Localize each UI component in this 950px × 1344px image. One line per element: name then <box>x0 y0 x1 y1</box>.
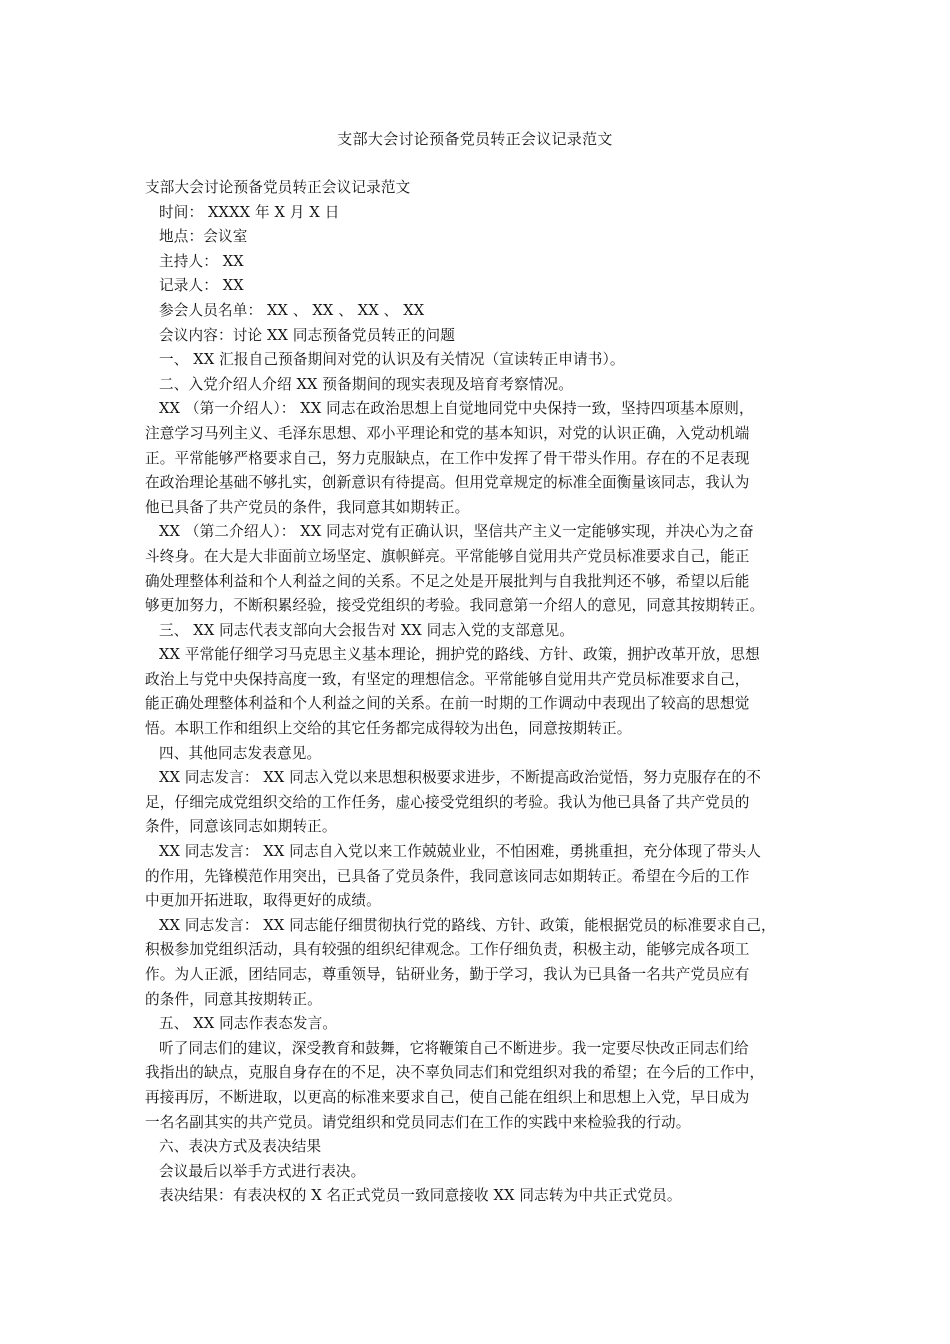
paragraph-line: 注意学习马列主义、毛泽东思想、邓小平理论和党的基本知识，对党的认识正确，入党动机端 <box>145 424 750 442</box>
section-2-heading: 二、入党介绍人介绍 XX 预备期间的现实表现及培育考察情况。 <box>159 375 573 393</box>
paragraph-line: 的条件，同意其按期转正。 <box>145 990 322 1008</box>
paragraph-line: 作。为人正派，团结同志，尊重领导，钻研业务，勤于学习，我认为已具备一名共产党员应有 <box>145 966 750 983</box>
paragraph-line: 我指出的缺点，克服自身存在的不足，决不辜负同志们和党组织对我的希望；在今后的工作中， <box>145 1064 765 1082</box>
document-title: 支部大会讨论预备党员转正会议记录范文 <box>337 130 613 148</box>
paragraph-line: 条件，同意该同志如期转正。 <box>145 818 337 836</box>
meeting-location: 地点：会议室 <box>159 228 248 246</box>
paragraph-line: XX （第二介绍人）： XX 同志对党有正确认识，坚信共产主义一定能够实现，并决心为之奋 <box>159 523 754 541</box>
section-3-heading: 三、 XX 同志代表支部向大会报告对 XX 同志入党的支部意见。 <box>159 621 575 639</box>
paragraph-line: XX 同志发言： XX 同志入党以来思想积极要求进步，不断提高政治觉悟，努力克服存在的不 <box>159 769 762 787</box>
paragraph-line: 悟。本职工作和组织上交给的其它任务都完成得较为出色，同意按期转正。 <box>145 720 632 738</box>
section-1-heading: 一、 XX 汇报自己预备期间对党的认识及有关情况（宣读转正申请书）。 <box>159 351 625 369</box>
paragraph-line: 足，仔细完成党组织交给的工作任务，虚心接受党组织的考验。我认为他已具备了共产党员的 <box>145 793 750 811</box>
paragraph-line: XX 平常能仔细学习马克思主义基本理论，拥护党的路线、方针、政策，拥护改革开放，思想 <box>159 646 760 664</box>
paragraph-line: 的作用，先锋模范作用突出，已具备了党员条件，我同意该同志如期转正。希望在今后的工作 <box>145 867 750 885</box>
paragraph-line: 积极参加党组织活动，具有较强的组织纪律观念。工作仔细负责，积极主动，能够完成各项工 <box>145 941 750 959</box>
meeting-time: 时间： XXXX 年 X 月 X 日 <box>159 203 340 221</box>
section-6-heading: 六、表决方式及表决结果 <box>159 1138 322 1156</box>
paragraph-line: 他已具备了共产党员的条件，我同意其如期转正。 <box>145 498 470 516</box>
meeting-recorder: 记录人： XX <box>159 277 244 295</box>
paragraph-line: 再接再厉，不断进取，以更高的标准来要求自己，使自己能在组织上和思想上入党，早日成为 <box>145 1088 750 1106</box>
paragraph-line: 听了同志们的建议，深受教育和鼓舞，它将鞭策自己不断进步。我一定要尽快改正同志们给 <box>159 1039 749 1057</box>
paragraph-line: 一名名副其实的共产党员。请党组织和党员同志们在工作的实践中来检验我的行动。 <box>145 1113 691 1131</box>
paragraph-line: 能正确处理整体利益和个人利益之间的关系。在前一时期的工作调动中表现出了较高的思想觉 <box>145 695 750 713</box>
meeting-host: 主持人： XX <box>159 252 244 270</box>
attendee-list: 参会人员名单： XX 、 XX 、 XX 、 XX <box>159 301 425 319</box>
meeting-topic: 会议内容：讨论 XX 同志预备党员转正的问题 <box>159 326 456 344</box>
paragraph-line: 确处理整体利益和个人利益之间的关系。不足之处是开展批判与自我批判还不够，希望以后能 <box>145 572 750 590</box>
paragraph-line: XX 同志发言： XX 同志自入党以来工作兢兢业业，不怕困难，勇挑重担，充分体现了带头人 <box>159 843 762 861</box>
paragraph-line: 中更加开拓进取，取得更好的成绩。 <box>145 892 381 910</box>
voting-result: 表决结果：有表决权的 X 名正式党员一致同意接收 XX 同志转为中共正式党员。 <box>159 1187 682 1205</box>
paragraph-line: 在政治理论基础不够扎实，创新意识有待提高。但用党章规定的标准全面衡量该同志，我认为 <box>145 474 750 492</box>
body-heading: 支部大会讨论预备党员转正会议记录范文 <box>145 179 411 196</box>
paragraph-line: 正。平常能够严格要求自己，努力克服缺点，在工作中发挥了骨干带头作用。存在的不足表现 <box>145 449 750 467</box>
paragraph-line: 政治上与党中央保持高度一致，有坚定的理想信念。平常能够自觉用共产党员标准要求自己， <box>145 670 750 688</box>
paragraph-line: XX （第一介绍人）： XX 同志在政治思想上自觉地同党中央保持一致，坚持四项基本原则， <box>159 400 754 418</box>
voting-method: 会议最后以举手方式进行表决。 <box>159 1162 366 1180</box>
paragraph-line: 够更加努力，不断积累经验，接受党组织的考验。我同意第一介绍人的意见，同意其按期转正。 <box>145 597 765 615</box>
paragraph-line: 斗终身。在大是大非面前立场坚定、旗帜鲜亮。平常能够自觉用共产党员标准要求自己，能正 <box>145 547 750 565</box>
section-4-heading: 四、其他同志发表意见。 <box>159 744 322 762</box>
document-body <box>145 176 825 1209</box>
section-5-heading: 五、 XX 同志作表态发言。 <box>159 1015 338 1033</box>
paragraph-line: XX 同志发言： XX 同志能仔细贯彻执行党的路线、方针、政策，能根据党员的标准要求自己， <box>159 916 776 934</box>
